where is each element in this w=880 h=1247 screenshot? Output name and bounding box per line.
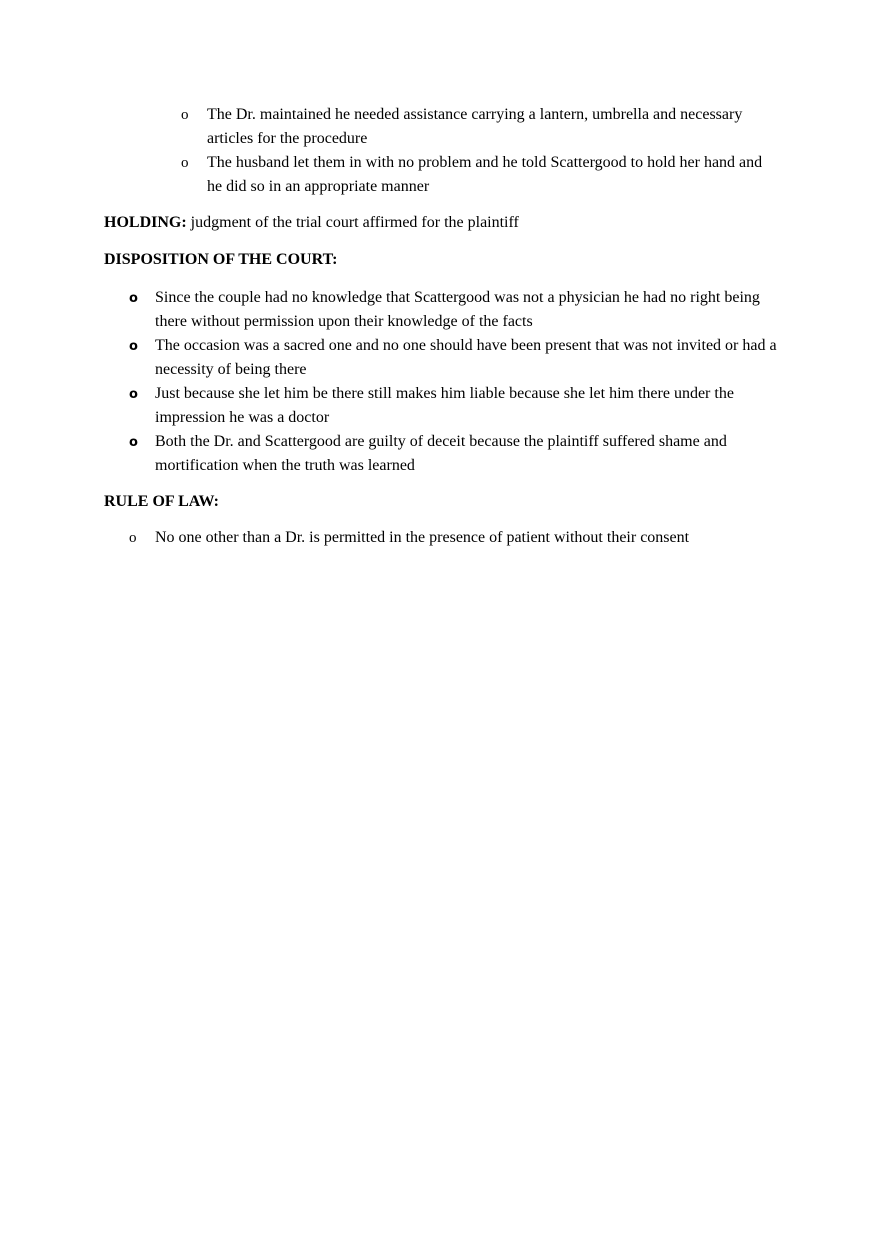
list-item-text: Since the couple had no knowledge that Scattergood was not a physician he had no right being there without permission upon their knowledge of the facts	[155, 289, 760, 330]
list-item	[129, 286, 789, 334]
holding-paragraph	[104, 211, 784, 235]
list-item-text: Both the Dr. and Scattergood are guilty of deceit because the plaintiff suffered shame and mortification when the truth was learned	[155, 433, 727, 474]
circle-bullet-icon: o	[129, 291, 138, 306]
list-item	[129, 334, 789, 382]
holding-text: judgment of the trial court affirmed for the plaintiff	[186, 214, 519, 231]
circle-bullet-icon: o	[129, 435, 138, 450]
list-item	[129, 526, 789, 550]
circle-bullet-icon: o	[129, 339, 138, 354]
list-item-text: The occasion was a sacred one and no one should have been present that was not invited or had a necessity of being there	[155, 337, 777, 378]
disposition-list	[129, 286, 789, 478]
rule-of-law-list	[129, 526, 789, 550]
list-item	[129, 430, 789, 478]
circle-bullet-icon: o	[129, 530, 137, 546]
list-item-text: No one other than a Dr. is permitted in the presence of patient without their consent	[155, 529, 690, 546]
list-item-text: The husband let them in with no problem and he told Scattergood to hold her hand and he did so in an appropriate manner	[207, 154, 763, 195]
circle-bullet-icon: o	[129, 387, 138, 402]
disposition-heading: DISPOSITION OF THE COURT:	[104, 251, 338, 268]
holding-label: HOLDING:	[104, 214, 187, 231]
list-item	[181, 103, 781, 151]
facts-sublist	[181, 103, 781, 199]
circle-bullet-icon: o	[181, 107, 189, 123]
rule-of-law-heading: RULE OF LAW:	[104, 493, 219, 510]
list-item	[129, 382, 789, 430]
list-item	[181, 151, 781, 199]
list-item-text: Just because she let him be there still makes him liable because she let him there under the impression he was a doctor	[155, 385, 734, 426]
list-item-text: The Dr. maintained he needed assistance carrying a lantern, umbrella and necessary articles for the procedure	[207, 106, 743, 147]
circle-bullet-icon: o	[181, 155, 189, 171]
